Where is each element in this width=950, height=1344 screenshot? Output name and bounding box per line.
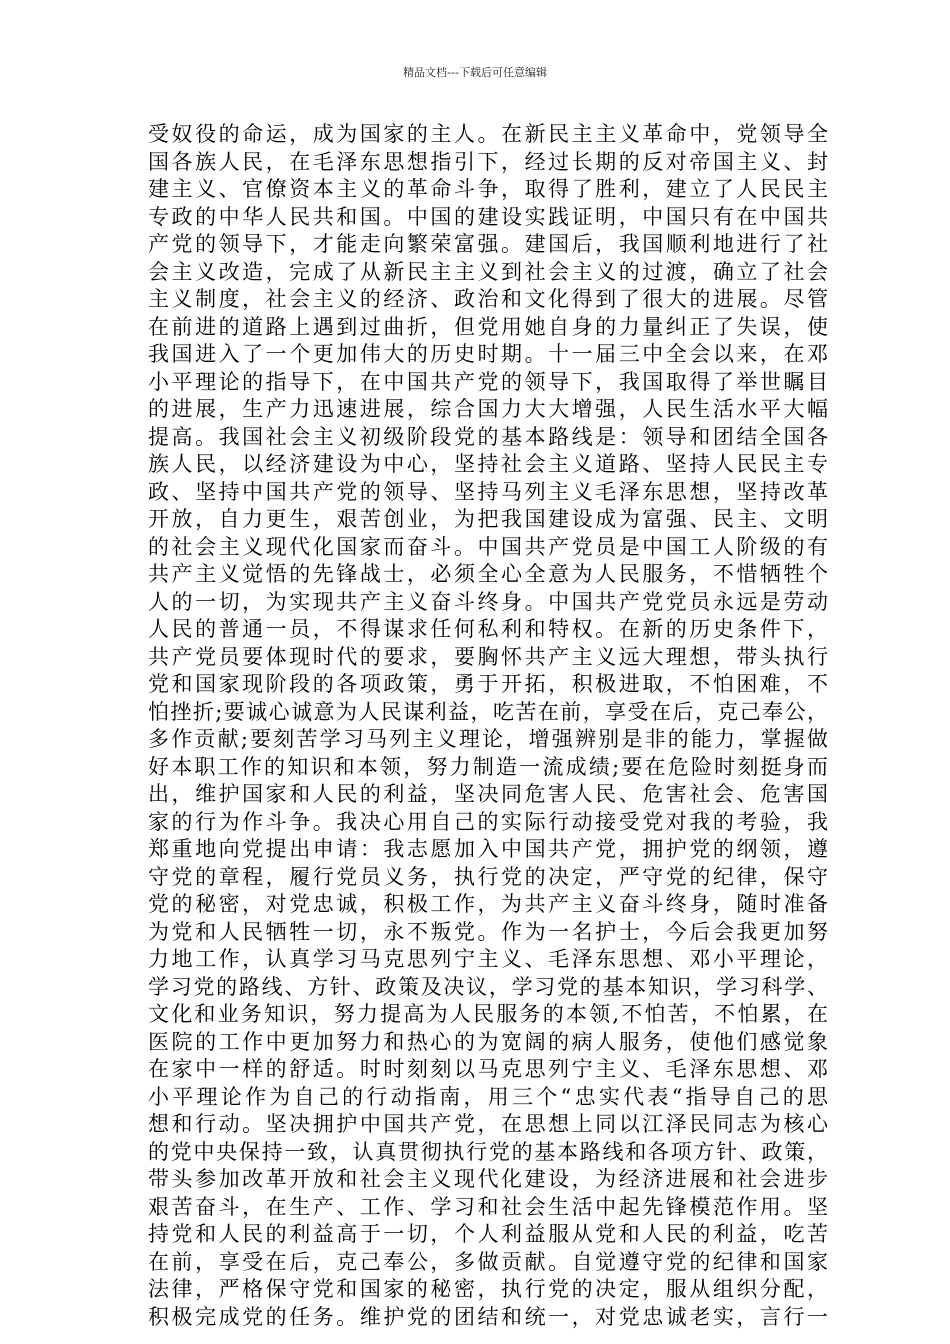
paragraph-line: 在前，享受在后，克己奉公，多做贡献。自觉遵守党的纪律和国家 (148, 1249, 828, 1274)
paragraph-line: 学习党的路线、方针、政策及决议，学习党的基本知识，学习科学、 (148, 974, 828, 999)
page-header (0, 66, 950, 80)
paragraph-line: 积极完成党的任务。维护党的团结和统一，对党忠诚老实，言行一 (148, 1304, 828, 1329)
paragraph-line: 郑重地向党提出申请：我志愿加入中国共产党，拥护党的纲领，遵 (148, 837, 828, 861)
document-body (148, 121, 828, 1331)
paragraph-line: 专政的中华人民共和国。中国的建设实践证明，中国只有在中国共 (148, 204, 828, 229)
paragraph-line: 出，维护国家和人民的利益，坚决同危害人民、危害社会、危害国 (148, 782, 828, 806)
paragraph-line: 共产主义觉悟的先锋战士，必须全心全意为人民服务，不惜牺牲个 (148, 562, 828, 586)
paragraph-line: 党的秘密，对党忠诚，积极工作，为共产主义奋斗终身，随时准备 (148, 892, 828, 916)
paragraph-line: 我国进入了一个更加伟大的历史时期。十一届三中全会以来，在邓 (148, 342, 828, 366)
paragraph-line: 小平理论的指导下，在中国共产党的领导下，我国取得了举世瞩目 (148, 369, 828, 394)
paragraph-line: 会主义改造，完成了从新民主主义到社会主义的过渡，确立了社会 (148, 259, 828, 284)
paragraph-line: 守党的章程，履行党员义务，执行党的决定，严守党的纪律，保守 (148, 864, 828, 889)
paragraph-line: 艰苦奋斗，在生产、工作、学习和社会生活中起先锋模范作用。坚 (148, 1194, 828, 1219)
paragraph-line: 的进展，生产力迅速进展，综合国力大大增强，人民生活水平大幅 (148, 397, 828, 421)
paragraph-line: 家的行为作斗争。我决心用自己的实际行动接受党对我的考验，我 (148, 809, 828, 834)
paragraph-line: 好本职工作的知识和本领，努力制造一流成绩;要在危险时刻挺身而 (148, 754, 828, 779)
paragraph-line: 怕挫折;要诚心诚意为人民谋利益，吃苦在前，享受在后，克己奉公， (148, 699, 828, 724)
paragraph-line: 主义制度，社会主义的经济、政治和文化得到了很大的进展。尽管 (148, 287, 828, 311)
paragraph-line: 的社会主义现代化国家而奋斗。中国共产党员是中国工人阶级的有 (148, 534, 828, 559)
paragraph-line: 人民的普通一员，不得谋求任何私利和特权。在新的历史条件下， (148, 617, 828, 641)
paragraph-line: 小平理论作为自己的行动指南，用三个“忠实代表“指导自己的思 (148, 1084, 828, 1109)
header-text: 精品文档---下载后可任意编辑 (403, 66, 547, 79)
paragraph-line: 政、坚持中国共产党的领导、坚持马列主义毛泽东思想，坚持改革 (148, 479, 828, 504)
paragraph-line: 受奴役的命运，成为国家的主人。在新民主主义革命中，党领导全 (148, 122, 828, 146)
paragraph-line: 持党和人民的利益高于一切，个人利益服从党和人民的利益，吃苦 (148, 1222, 828, 1246)
paragraph-line: 在家中一样的舒适。时时刻刻以马克思列宁主义、毛泽东思想、邓 (148, 1057, 828, 1081)
paragraph-line: 族人民，以经济建设为中心，坚持社会主义道路、坚持人民民主专 (148, 452, 828, 476)
paragraph-line: 建主义、官僚资本主义的革命斗争，取得了胜利，建立了人民民主 (148, 177, 828, 201)
paragraph-line: 开放，自力更生，艰苦创业，为把我国建设成为富强、民主、文明 (148, 507, 828, 531)
paragraph-line: 多作贡献;要刻苦学习马列主义理论，增强辨别是非的能力，掌握做 (148, 727, 828, 751)
paragraph-line: 党和国家现阶段的各项政策，勇于开拓，积极进取，不怕困难，不 (148, 672, 828, 696)
paragraph-line: 提高。我国社会主义初级阶段党的基本路线是：领导和团结全国各 (148, 424, 828, 449)
paragraph-line: 力地工作，认真学习马克思列宁主义、毛泽东思想、邓小平理论， (148, 947, 828, 971)
paragraph-line: 为党和人民牺牲一切，永不叛党。作为一名护士，今后会我更加努 (148, 919, 828, 944)
paragraph-line: 文化和业务知识，努力提高为人民服务的本领,不怕苦，不怕累，在 (148, 1002, 828, 1026)
paragraph-line: 的党中央保持一致，认真贯彻执行党的基本路线和各项方针、政策， (148, 1139, 828, 1164)
paragraph-line: 人的一切，为实现共产主义奋斗终身。中国共产党党员永远是劳动 (148, 589, 828, 614)
paragraph-line: 想和行动。坚决拥护中国共产党，在思想上同以江泽民同志为核心 (148, 1112, 828, 1136)
paragraph-line: 在前进的道路上遇到过曲折，但党用她自身的力量纠正了失误，使 (148, 314, 828, 339)
paragraph-line: 国各族人民，在毛泽东思想指引下，经过长期的反对帝国主义、封 (148, 149, 828, 174)
paragraph-line: 法律，严格保守党和国家的秘密，执行党的决定，服从组织分配， (148, 1277, 828, 1301)
paragraph-line: 带头参加改革开放和社会主义现代化建设，为经济进展和社会进步 (148, 1167, 828, 1191)
paragraph-line: 产党的领导下，才能走向繁荣富强。建国后，我国顺利地进行了社 (148, 232, 828, 256)
paragraph-line: 医院的工作中更加努力和热心的为宽阔的病人服务，使他们感觉象 (148, 1029, 828, 1054)
paragraph-line: 共产党员要体现时代的要求，要胸怀共产主义远大理想，带头执行 (148, 644, 828, 669)
